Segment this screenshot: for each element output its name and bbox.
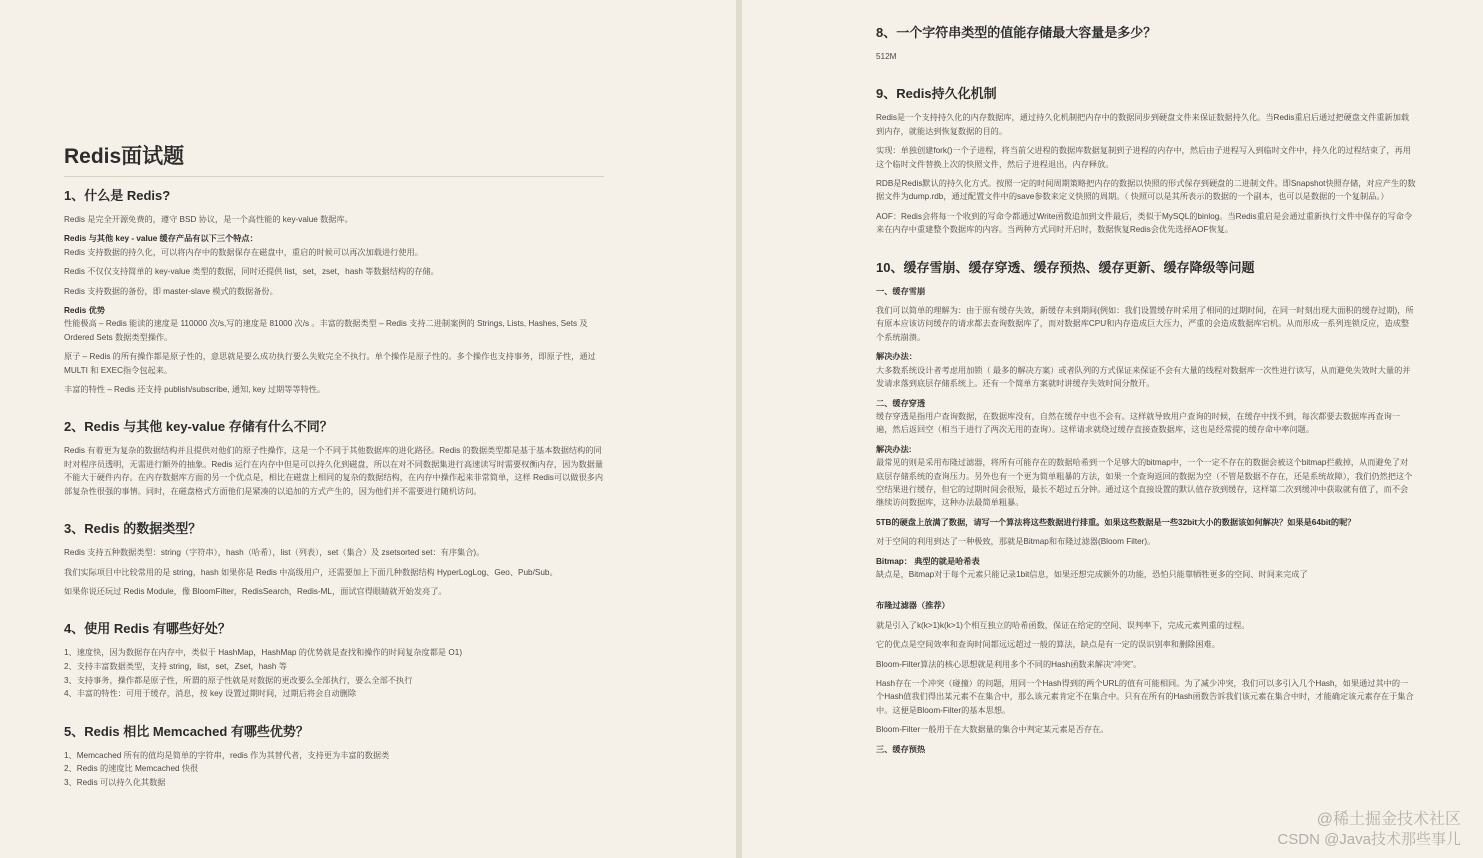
section-1	[64, 187, 604, 396]
watermark-line-2: CSDN @Java技术那些事儿	[1277, 831, 1461, 848]
paragraph: Redis 有着更为复杂的数据结构并且提供对他们的原子性操作，这是一个不同于其他数据库的进化路径。Redis 的数据类型都是基于基本数据结构的同时对程序员透明，无需进行额外的抽象。Redis 运行在内存中但是可以持久化到磁盘，所以在对不同数据集进行高速读写时需要权衡内存，因为数据量不能大于硬件内存。在内存数据库方面的另一个优点是，相比在磁盘上相同的复杂的数据结构，在内存中操作起来非常简单，这样 Redis可以做很多内部复杂性很强的事情。同时，在磁盘格式方面他们是紧凑的以追加的方式产生的，因为他们并不需要进行随机访问。	[64, 446, 604, 496]
paragraph: 我们实际项目中比较常用的是 string，hash 如果你是 Redis 中高级用户，还需要加上下面几种数据结构 HyperLogLog、Geo、Pub/Sub。	[64, 567, 558, 577]
section-5-heading: 5、Redis 相比 Memcached 有哪些优势？	[64, 723, 309, 739]
document-title: Redis面试题	[64, 140, 604, 177]
left-content	[64, 140, 604, 811]
bold-label: Bitmap： 典型的就是哈希表	[876, 556, 980, 566]
section-8	[876, 24, 1416, 63]
section-4	[64, 620, 604, 700]
paragraph-text: Redis 支持数据的持久化，可以将内存中的数据保存在磁盘中，重启的时候可以再次加载进行使用。	[64, 247, 423, 257]
list-item: 2、支持丰富数据类型，支持 string，list，set，Zset，hash 等	[64, 661, 287, 671]
right-content	[876, 24, 1416, 778]
section-3	[64, 520, 604, 598]
paragraph: Redis 不仅仅支持简单的 key-value 类型的数据，同时还提供 list，set，zset，hash 等数据结构的存储。	[64, 267, 439, 277]
paragraph-text: 缓存穿透是指用户查询数据，在数据库没有，自然在缓存中也不会有。这样就导致用户查询的时候，在缓存中找不到，每次都要去数据库再查询一遍，然后返回空（相当于进行了两次无用的查询）。这样请求就绕过缓存直接查数据库，这也是经常提的缓存命中率问题。	[876, 411, 1401, 435]
paragraph: 512M	[876, 52, 897, 61]
paragraph	[876, 350, 1416, 390]
paragraph	[876, 443, 1416, 510]
section-2-heading: 2、Redis 与其他 key-value 存储有什么不同？	[64, 419, 333, 435]
bold-label: Redis 与其他 key - value 缓存产品有以下三个特点：	[64, 234, 258, 244]
list-item: 1、Memcached 所有的值均是简单的字符串，redis 作为其替代者，支持更为丰富的数据类	[64, 750, 390, 760]
left-page	[0, 0, 736, 858]
paragraph-text: 大多数系统设计者考虑用加锁（ 最多的解决方案）或者队列的方式保证来保证不会有大量的线程对数据库一次性进行读写，从而避免失效时大量的并发请求落到底层存储系统上。还有一个简单方案就时讲缓存失效时间分散开。	[876, 365, 1411, 389]
paragraph-text: 性能极高 – Redis 能读的速度是 110000 次/s,写的速度是 81000 次/s 。丰富的数据类型 – Redis 支持二进制案例的 Strings, Lists, Hashes, Sets 及Ordered Sets 数据类型操作。	[64, 319, 588, 342]
paragraph: 实现：单独创建fork()一个子进程，将当前父进程的数据库数据复制到子进程的内存中，然后由子进程写入到临时文件中，持久化的过程结束了，再用这个临时文件替换上次的快照文件，然后子进程退出，内存释放。	[876, 146, 1411, 169]
section-10-heading: 10、缓存雪崩、缓存穿透、缓存预热、缓存更新、缓存降级等问题	[876, 259, 1255, 275]
paragraph: Bloom-Filter一般用于在大数据量的集合中判定某元素是否存在。	[876, 725, 1109, 735]
paragraph: Hash存在一个冲突（碰撞）的问题，用同一个Hash得到的两个URL的值有可能相同。为了减少冲突，我们可以多引入几个Hash，如果通过其中的一个Hash值我们得出某元素不在集合中，那么该元素肯定不在集合中。只有在所有的Hash函数告诉我们该元素在集合中时，才能确定该元素存在于集合中。这便是Bloom-Filter的基本思想。	[876, 679, 1414, 715]
section-5	[64, 723, 604, 790]
section-8-heading: 8、一个字符串类型的值能存储最大容量是多少？	[876, 25, 1157, 40]
list-item: 3、支持事务，操作都是原子性，所谓的原子性就是对数据的更改要么全部执行，要么全部不执行	[64, 675, 413, 685]
section-10	[876, 259, 1416, 756]
paragraph: 它的优点是空间效率和查询时间都远远超过一般的算法，缺点是有一定的误识别率和删除困难。	[876, 640, 1220, 650]
section-4-heading: 4、使用 Redis 有哪些好处？	[64, 621, 231, 637]
paragraph: 对于空间的利用到达了一种极致，那就是Bitmap和布隆过滤器(Bloom Filter)。	[876, 537, 1156, 547]
paragraph: AOF：Redis会将每一个收到的写命令都通过Write函数追加到文件最后，类似于MySQL的binlog。当Redis重启是会通过重新执行文件中保存的写命令来在内存中重建整个数据库的内容。当两种方式同时开启时，数据恢复Redis会优先选择AOF恢复。	[876, 211, 1413, 235]
spacer	[876, 587, 1416, 599]
paragraph: Bloom-Filter算法的核心思想就是利用多个不同的Hash函数来解决“冲突”。	[876, 659, 1142, 669]
list-item: 4、丰富的特性：可用于缓存，消息，按 key 设置过期时间，过期后将会自动删除	[64, 689, 357, 699]
paragraph	[64, 232, 604, 259]
bold-label: 解决办法:	[876, 444, 912, 454]
paragraph	[64, 304, 604, 344]
paragraph	[876, 397, 1416, 437]
paragraph: Redis是一个支持持久化的内存数据库，通过持久化机制把内存中的数据同步到硬盘文件来保证数据持久化。当Redis重启后通过把硬盘文件重新加载到内存，就能达到恢复数据的目的。	[876, 113, 1410, 136]
paragraph-text: 缺点是，Bitmap对于每个元素只能记录1bit信息，如果还想完成额外的功能，恐怕只能靠牺牲更多的空间、时间来完成了	[876, 569, 1308, 579]
benefits-list	[64, 646, 604, 700]
paragraph: 就是引入了k(k>1)k(k>1)个相互独立的哈希函数，保证在给定的空间、误判率下，完成元素判重的过程。	[876, 620, 1250, 630]
paragraph: Redis 是完全开源免费的，遵守 BSD 协议，是一个高性能的 key-value 数据库。	[64, 215, 353, 224]
list-item: 3、Redis 可以持久化其数据	[64, 777, 166, 787]
section-3-heading: 3、Redis 的数据类型？	[64, 521, 202, 537]
right-page	[742, 0, 1483, 858]
list-item: 2、Redis 的速度比 Memcached 快很	[64, 764, 199, 774]
watermark	[1277, 810, 1461, 850]
section-9	[876, 85, 1416, 236]
bold-label: 解决办法：	[876, 352, 917, 362]
paragraph	[876, 555, 1416, 582]
paragraph: Redis 支持数据的备份，即 master-slave 模式的数据备份。	[64, 286, 278, 296]
paragraph: 原子 – Redis 的所有操作都是原子性的，意思就是要么成功执行要么失败完全不执行。单个操作是原子性的。多个操作也支持事务，即原子性，通过 MULTI 和 EXEC指令包起来。	[64, 352, 596, 375]
paragraph: 如果你说还玩过 Redis Module，像 BloomFilter，RedisSearch，Redis-ML，面试官得眼睛就开始发亮了。	[64, 586, 447, 596]
section-1-heading: 1、什么是 Redis?	[64, 188, 171, 203]
paragraph: 丰富的特性 – Redis 还支持 publish/subscribe, 通知, key 过期等等特性。	[64, 385, 326, 395]
paragraph: RDB是Redis默认的持久化方式。按照一定的时间周期策略把内存的数据以快照的形式保存到硬盘的二进制文件。即Snapshot快照存储，对应产生的数据文件为dump.rdb，通过配置文件中的save参数来定义快照的周期。（ 快照可以是其所表示的数据的一个副本，也可以是数据的一个复制品。）	[876, 179, 1416, 202]
subheading-cache-warmup: 三、缓存预热	[876, 744, 926, 754]
paragraph: Redis 支持五种数据类型：string（字符串），hash（哈希），list（列表），set（集合）及 zsetsorted set：有序集合)。	[64, 548, 485, 558]
section-2	[64, 418, 604, 498]
paragraph-text: 最常见的则是采用布隆过滤器，将所有可能存在的数据哈希到一个足够大的bitmap中，一个一定不存在的数据会被这个bitmap拦截掉，从而避免了对底层存储系统的查询压力。另外也有一个更为简单粗暴的方法，如果一个查询返回的数据为空（不管是数据不存在，还是系统故障），我们仍然把这个空结果进行缓存，但它的过期时间会很短，最长不超过五分钟。通过这个直接设置的默认值存放到缓存，这样第二次到缓冲中获取就有值了，而不会继续访问数据库，这种办法最简单粗暴。	[876, 458, 1413, 508]
advantages-list	[64, 749, 604, 790]
question-text: 5TB的硬盘上放满了数据，请写一个算法将这些数据进行排重。如果这些数据是一些32bit大小的数据该如何解决？如果是64bit的呢？	[876, 517, 1356, 527]
subheading-cache-avalanche: 一、缓存雪崩	[876, 286, 926, 296]
subheading-cache-penetration: 二、缓存穿透	[876, 398, 926, 408]
paragraph: 我们可以简单的理解为：由于原有缓存失效，新缓存未到期间(例如：我们设置缓存时采用了相同的过期时间，在同一时刻出现大面积的缓存过期)，所有原本应该访问缓存的请求都去查询数据库了，而对数据库CPU和内存造成巨大压力，严重的会造成数据库宕机。从而形成一系列连锁反应，造成整个系统崩溃。	[876, 306, 1414, 342]
list-item: 1、速度快，因为数据存在内存中，类似于 HashMap，HashMap 的优势就是查找和操作的时间复杂度都是 O1)	[64, 648, 463, 658]
subheading-bloom-filter: 布隆过滤器（推荐）	[876, 601, 950, 611]
section-9-heading: 9、Redis持久化机制	[876, 86, 997, 102]
bold-label: Redis 优势	[64, 306, 105, 316]
watermark-line-1: @稀土掘金技术社区	[1316, 811, 1461, 828]
